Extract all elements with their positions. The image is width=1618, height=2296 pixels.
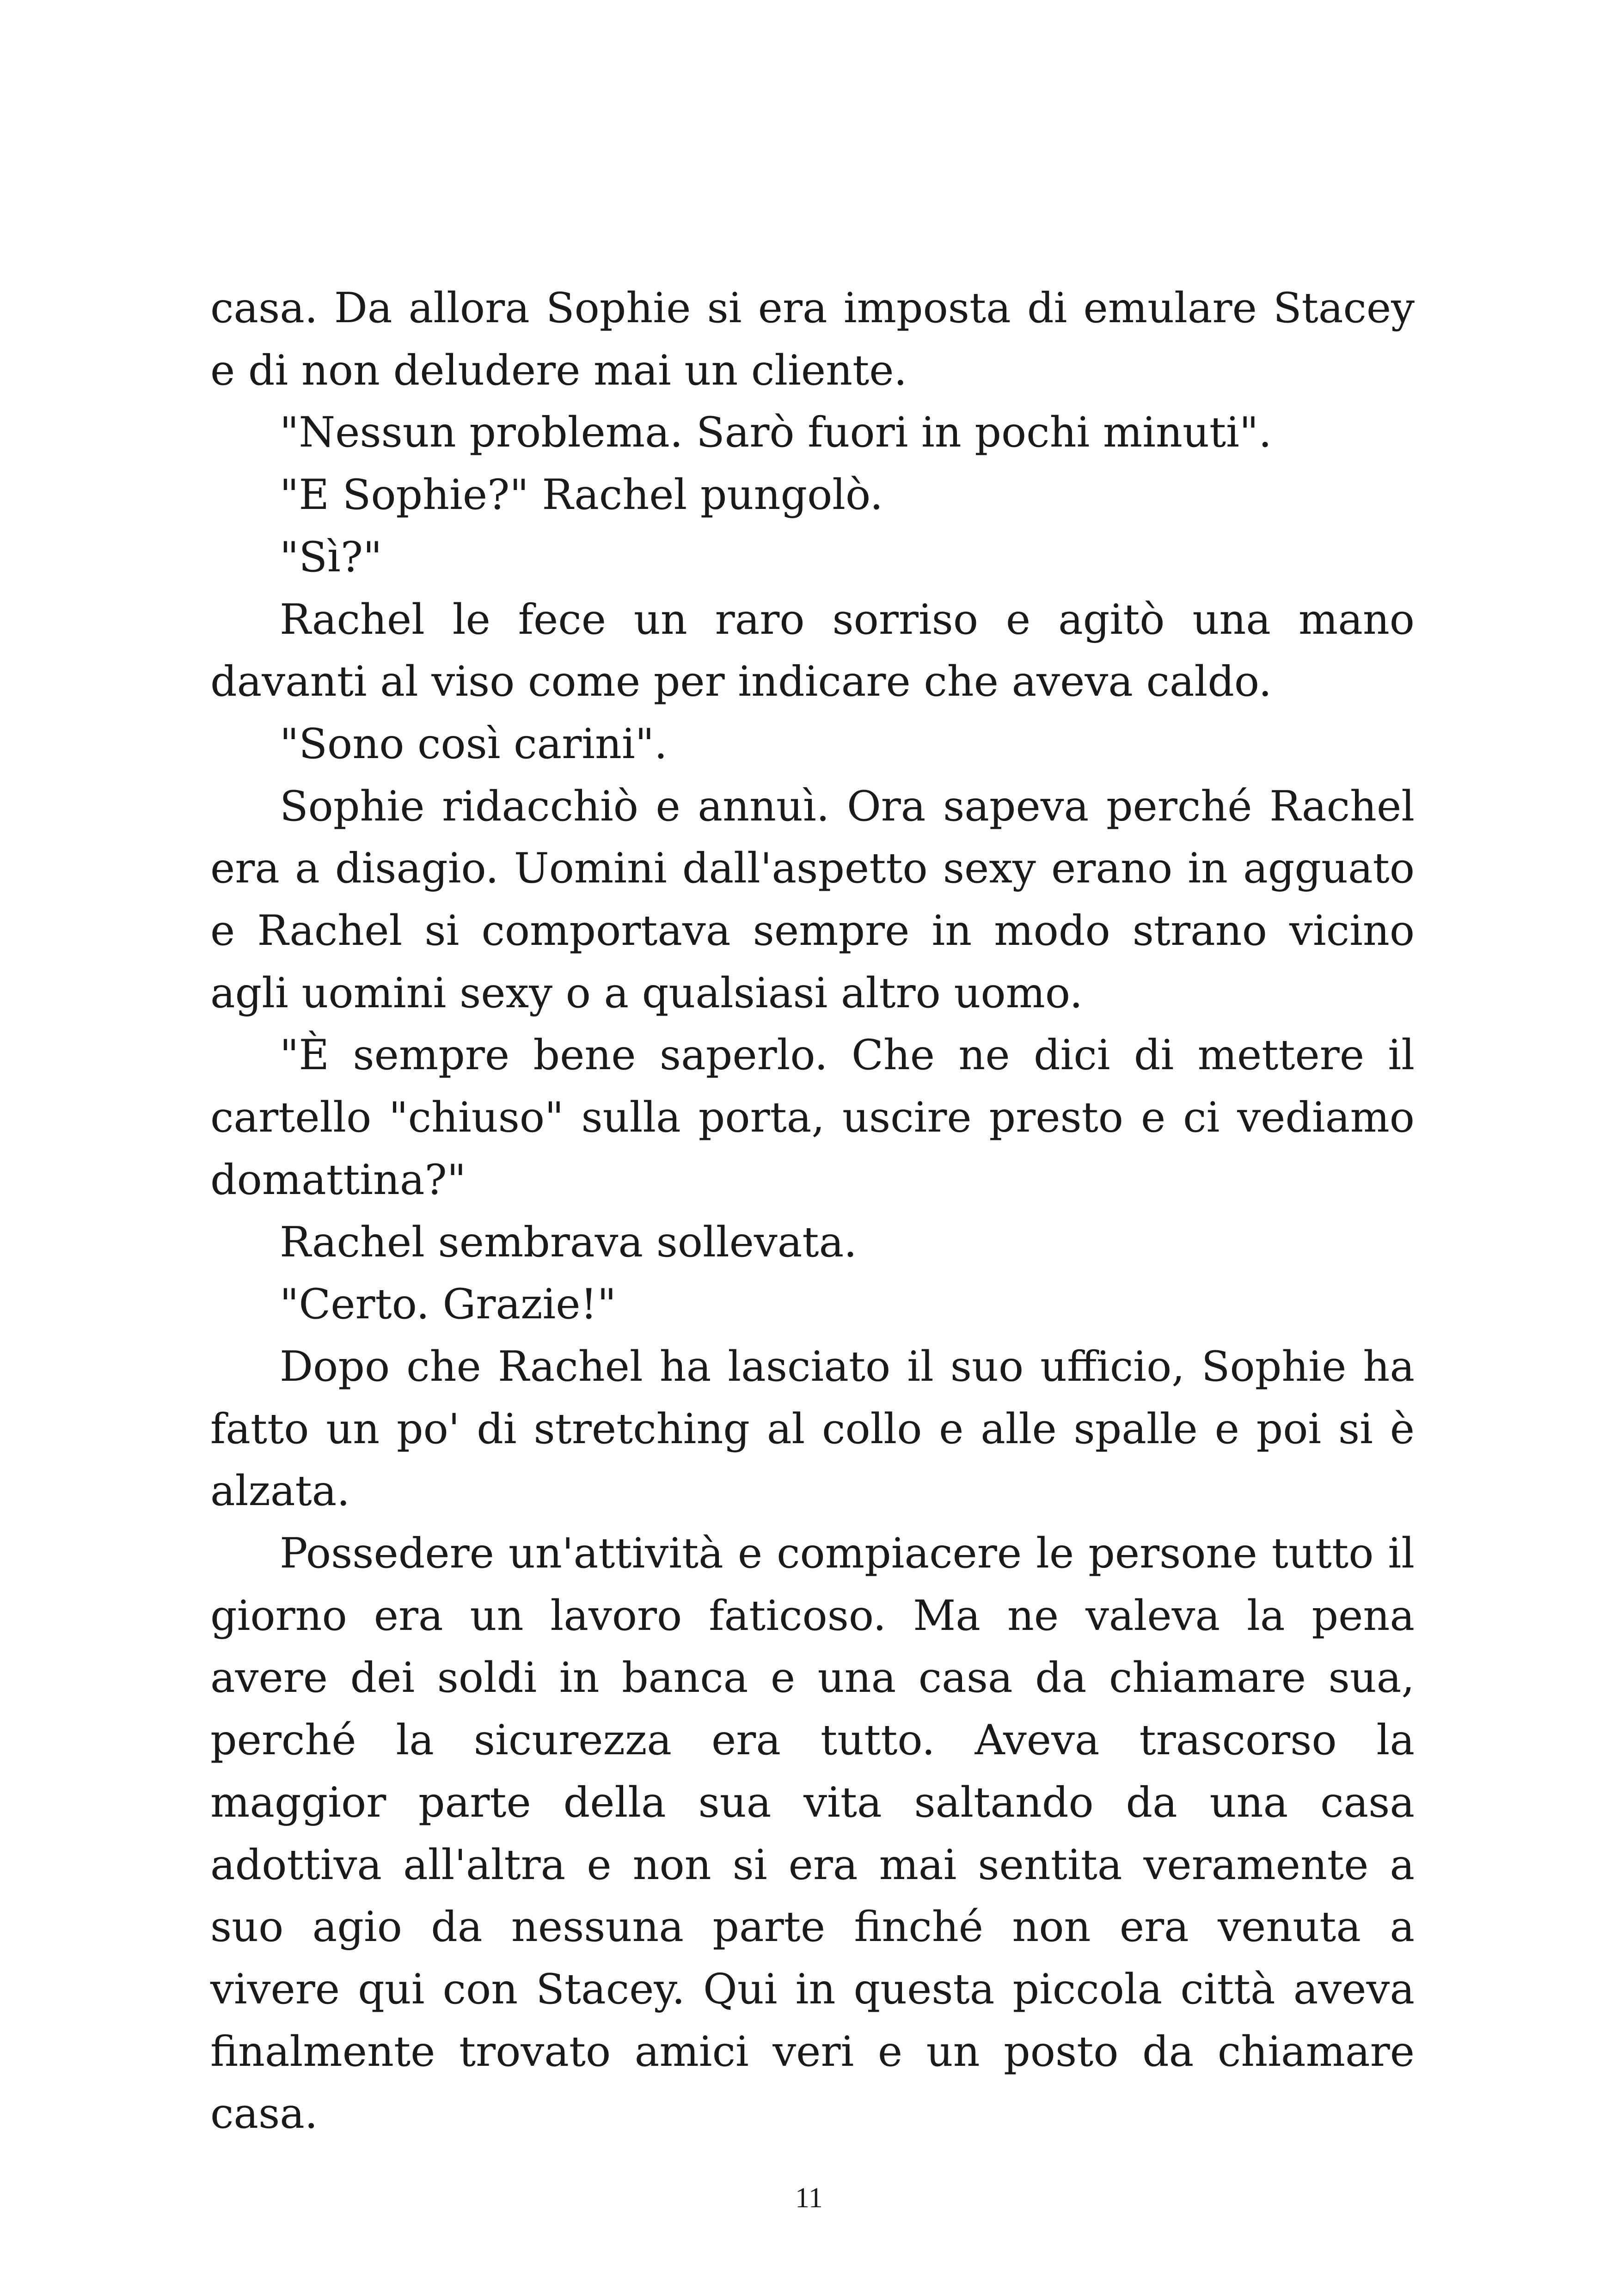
page-number: 11 xyxy=(795,2182,823,2214)
paragraph: Rachel le fece un raro sorriso e agitò una mano davanti al viso come per indicare che aveva caldo. xyxy=(210,595,1415,706)
paragraph: "Sì?" xyxy=(280,533,382,582)
paragraph: "È sempre bene saperlo. Che ne dici di mettere il cartello "chiuso" sulla porta, uscire presto e ci vediamo domattina?" xyxy=(210,1031,1415,1204)
paragraph: "Certo. Grazie!" xyxy=(280,1280,617,1329)
paragraph: casa. Da allora Sophie si era imposta di emulare Stacey e di non deludere mai un cliente. xyxy=(210,284,1415,395)
paragraph: Sophie ridacchiò e annuì. Ora sapeva perché Rachel era a disagio. Uomini dall'aspetto sexy erano in agguato e Rachel si comportava sempre in modo strano vicino agli uomini sexy o a qualsiasi altro uomo. xyxy=(210,782,1415,1017)
body-text xyxy=(210,277,1415,2145)
paragraph: Rachel sembrava sollevata. xyxy=(280,1218,857,1267)
paragraph: "Sono così carini". xyxy=(280,719,668,768)
paragraph: Dopo che Rachel ha lasciato il suo ufficio, Sophie ha fatto un po' di stretching al collo e alle spalle e poi si è alzata. xyxy=(210,1342,1415,1516)
paragraph: "Nessun problema. Sarò fuori in pochi minuti". xyxy=(280,408,1272,457)
paragraph: "E Sophie?" Rachel pungolò. xyxy=(280,471,883,520)
paragraph: Possedere un'attività e compiacere le persone tutto il giorno era un lavoro faticoso. Ma ne valeva la pena avere dei soldi in banca e una casa da chiamare sua, perché la sicurezza era tutto. Aveva trascorso la maggior parte della sua vita saltando da una casa adottiva all'altra e non si era mai sentita veramente a suo agio da nessuna parte finché non era venuta a vivere qui con Stacey. Qui in questa piccola città aveva finalmente trovato amici veri e un posto da chiamare casa. xyxy=(210,1529,1415,2138)
